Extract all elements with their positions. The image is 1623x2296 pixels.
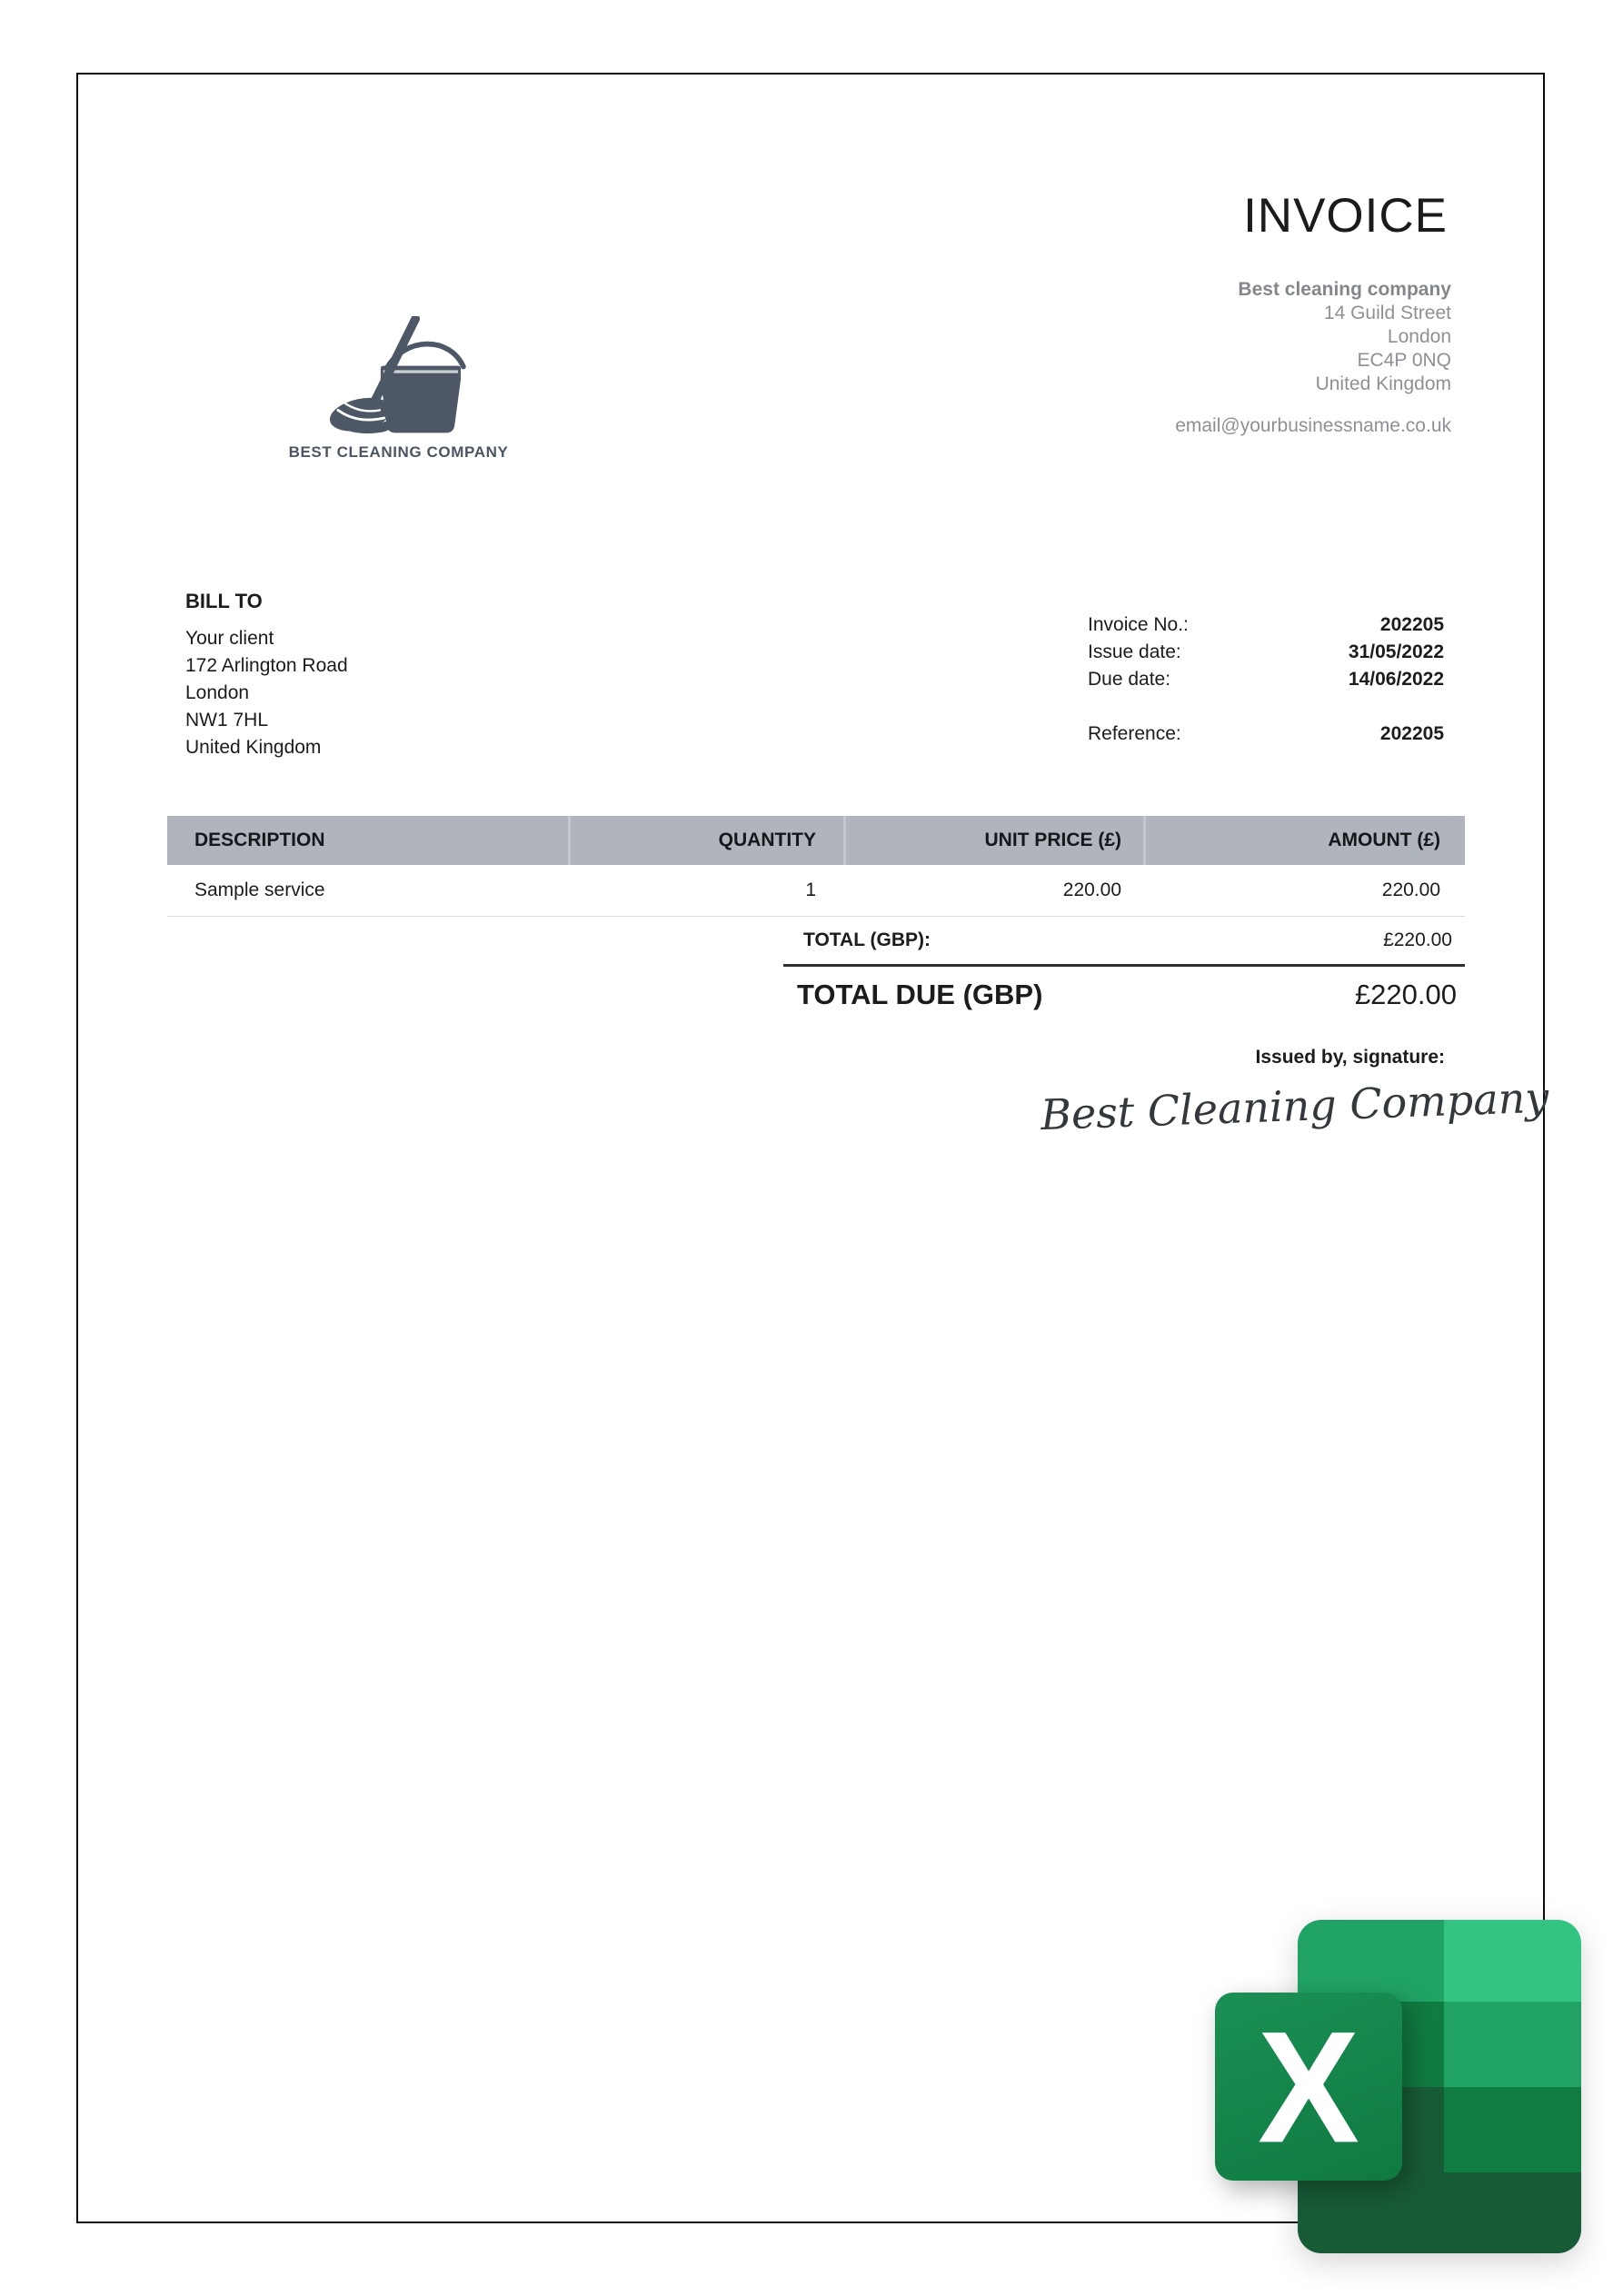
invoice-number-label: Invoice No.: [1088, 614, 1189, 635]
bill-to-line: United Kingdom [185, 737, 322, 758]
item-quantity: 1 [805, 880, 816, 900]
total-due-label: TOTAL DUE (GBP) [797, 979, 1043, 1010]
subtotal-row [167, 917, 1465, 964]
excel-sheet-band [1298, 2172, 1581, 2253]
bill-to-line: Your client [185, 628, 274, 649]
issue-date-row [1088, 641, 1444, 669]
invoice-number-row [1088, 614, 1444, 641]
col-header-unit-price: UNIT PRICE (£) [843, 816, 1143, 865]
reference-value: 202205 [1379, 723, 1444, 744]
subtotal-label: TOTAL (GBP): [803, 929, 931, 950]
company-address-block [1175, 278, 1451, 438]
due-date-label: Due date: [1088, 669, 1171, 690]
excel-x-tile [1215, 1993, 1402, 2181]
item-description: Sample service [194, 880, 325, 900]
company-email: email@yourbusinessname.co.uk [1175, 415, 1451, 436]
company-address-line: London [1387, 326, 1451, 347]
excel-sheet-cell [1298, 1920, 1444, 2002]
col-header-amount: AMOUNT (£) [1143, 816, 1465, 865]
item-unit-price: 220.00 [1062, 880, 1121, 900]
company-logo [287, 316, 510, 462]
company-address-line: EC4P 0NQ [1357, 350, 1451, 371]
excel-badge[interactable] [1215, 1920, 1581, 2253]
reference-label: Reference: [1088, 723, 1181, 744]
total-due-row [167, 967, 1465, 1011]
issue-date-value: 31/05/2022 [1348, 641, 1444, 662]
issue-date-label: Issue date: [1088, 641, 1181, 662]
due-date-value: 14/06/2022 [1348, 669, 1444, 690]
total-due-value: £220.00 [1354, 979, 1457, 1010]
issued-by-label: Issued by, signature: [1255, 1047, 1445, 1068]
excel-sheet-band [1298, 1920, 1581, 2002]
invoice-number-value: 202205 [1379, 614, 1444, 635]
col-header-quantity: QUANTITY [568, 816, 843, 865]
bill-to-line: 172 Arlington Road [185, 655, 348, 676]
mop-and-bucket-icon [294, 316, 503, 440]
excel-sheet-cell [1444, 1920, 1581, 2002]
company-name: Best cleaning company [1238, 279, 1451, 300]
bill-to-line: London [185, 682, 250, 703]
excel-sheet-cell [1444, 2172, 1581, 2253]
bill-to-heading: BILL TO [185, 590, 263, 612]
col-header-description: DESCRIPTION [194, 830, 325, 850]
reference-row [1088, 723, 1444, 750]
excel-sheet-cell [1298, 2172, 1444, 2253]
excel-x-letter: X [1257, 1997, 1360, 2176]
signature-text: Best Cleaning Company [1040, 1072, 1550, 1140]
due-date-row [1088, 669, 1444, 696]
item-amount: 220.00 [1381, 880, 1440, 900]
invoice-meta-block [1088, 614, 1444, 750]
logo-caption: BEST CLEANING COMPANY [288, 443, 509, 461]
company-address-line: United Kingdom [1315, 373, 1451, 394]
excel-sheet-cell [1444, 2002, 1581, 2087]
line-items-table [167, 816, 1465, 1011]
invoice-title: INVOICE [1243, 189, 1448, 243]
subtotal-value: £220.00 [1383, 929, 1452, 950]
bill-to-block [185, 591, 348, 761]
company-address-line: 14 Guild Street [1323, 303, 1451, 323]
bill-to-line: NW1 7HL [185, 710, 269, 731]
excel-sheet-cell [1444, 2087, 1581, 2172]
table-header-row [167, 816, 1465, 865]
table-row [167, 865, 1465, 917]
